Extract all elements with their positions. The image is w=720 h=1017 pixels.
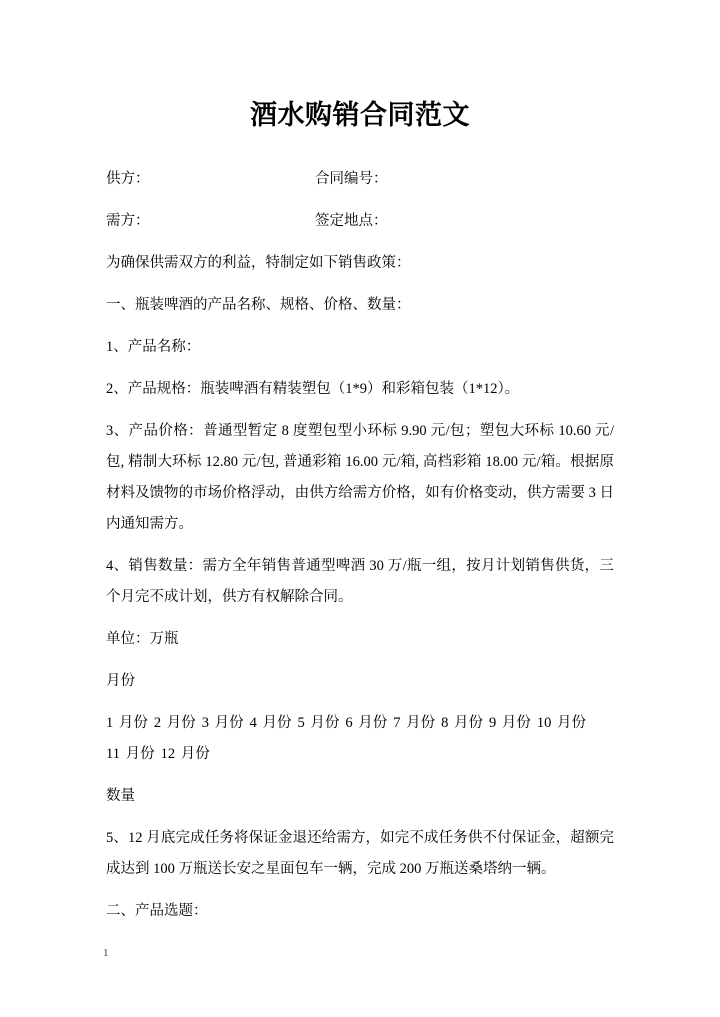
supplier-label: 供方：	[106, 171, 150, 187]
paragraph-product-spec: 2、产品规格：瓶装啤酒有精装塑包（1*9）和彩箱包装（1*12）。	[106, 381, 520, 397]
paragraph-section-two-heading: 二、产品选题：	[106, 903, 208, 919]
list-item: 1 月份	[106, 715, 148, 731]
quantity-header-label: 数量	[106, 788, 135, 804]
list-item: 9 月份	[489, 715, 531, 731]
list-item: 6 月份	[345, 715, 388, 731]
list-item: 2 月份	[153, 715, 196, 731]
paragraph-section-one-heading: 一、瓶装啤酒的产品名称、规格、价格、数量：	[106, 297, 411, 313]
paragraph-sales-quantity: 4、销售数量：需方全年销售普通型啤酒 30 万/瓶一组，按月计划销售供货，三个月完不成计划，供方有权解除合同。	[106, 558, 614, 605]
paragraph-product-price: 3、产品价格：普通型暂定 8 度塑包型小环标 9.90 元/包；塑包大环标 10.60 元/包, 精制大环标 12.80 元/包, 普通彩箱 16.00 元/箱, 高档彩箱 18.00 元/箱。根据原材料及馈物的市场价格浮动，由供方给需方价格，如有价格变动，供方需要 3 日内通知需方。	[106, 423, 614, 532]
buyer-label: 需方：	[106, 213, 150, 229]
list-item: 8 月份	[441, 715, 483, 731]
list-item: 5 月份	[297, 715, 340, 731]
list-item: 12 月份	[160, 746, 210, 762]
paragraph-product-name: 1、产品名称：	[106, 339, 201, 355]
paragraph-bonus-terms: 5、12 月底完成任务将保证金退还给需方，如完不成任务供不付保证金，超额完成达到 100 万瓶送长安之星面包车一辆，完成 200 万瓶送桑塔纳一辆。	[106, 830, 614, 877]
document-content	[106, 164, 614, 927]
list-item: 3 月份	[201, 715, 244, 731]
paragraph-policy-intro: 为确保供需双方的利益，特制定如下销售政策：	[106, 255, 411, 271]
party-row-buyer	[106, 206, 614, 237]
unit-label: 单位：万瓶	[106, 631, 179, 647]
contract-number-label: 合同编号：	[315, 171, 388, 187]
signing-place-label: 签定地点：	[315, 213, 388, 229]
page-title: 酒水购销合同范文	[250, 100, 470, 130]
list-item: 11 月份	[106, 746, 155, 762]
list-item: 10 月份	[536, 715, 586, 731]
page-number: 1	[103, 947, 109, 959]
list-item: 7 月份	[393, 715, 436, 731]
party-row-supplier	[106, 164, 614, 195]
month-header-label: 月份	[106, 673, 135, 689]
list-item: 4 月份	[249, 715, 292, 731]
month-list	[106, 708, 601, 770]
